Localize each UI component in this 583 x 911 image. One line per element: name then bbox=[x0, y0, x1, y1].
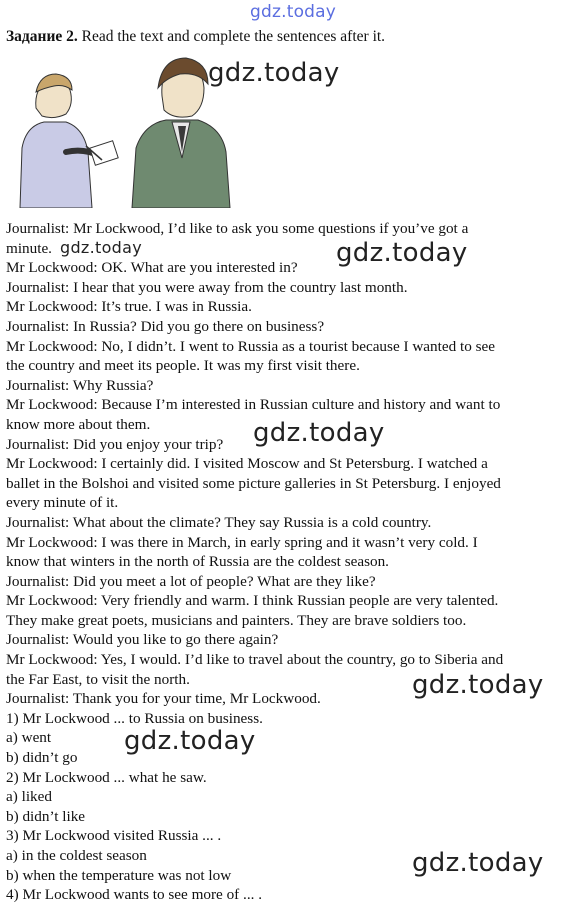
text-line: every minute of it. bbox=[6, 494, 119, 512]
watermark-top: gdz.today bbox=[250, 2, 337, 22]
text-line: Journalist: Did you meet a lot of people? What are they like? bbox=[6, 572, 376, 590]
text-line: Journalist: Would you like to go there again? bbox=[6, 631, 279, 649]
text-line: a) went bbox=[6, 729, 52, 747]
text-line: Journalist: In Russia? Did you go there on business? bbox=[6, 317, 325, 335]
task-label: Задание 2. bbox=[6, 28, 78, 45]
text-line: Journalist: I hear that you were away from the country last month. bbox=[6, 278, 408, 296]
text-line: Mr Lockwood: I certainly did. I visited Moscow and St Petersburg. I watched a bbox=[6, 455, 488, 473]
text-line: know that winters in the north of Russia are the coldest season. bbox=[6, 553, 389, 571]
text-line: Journalist: What about the climate? They say Russia is a cold country. bbox=[6, 513, 432, 531]
task-instruction: Read the text and complete the sentences after it. bbox=[81, 28, 386, 45]
text-line: b) didn’t go bbox=[6, 749, 78, 767]
watermark: gdz.today bbox=[60, 238, 142, 257]
text-line: 4) Mr Lockwood wants to see more of ... . bbox=[6, 886, 263, 904]
text-line: Mr Lockwood: Yes, I would. I’d like to travel about the country, go to Siberia and bbox=[6, 651, 504, 669]
text-line: Journalist: Did you enjoy your trip? bbox=[6, 435, 224, 453]
text-line: a) liked bbox=[6, 788, 52, 806]
illustration-journalist-and-mr-lockwood bbox=[14, 48, 234, 208]
watermark: gdz.today bbox=[208, 58, 340, 88]
text-line: Journalist: Mr Lockwood, I’d like to ask you some questions if you’ve got a bbox=[6, 220, 469, 237]
text-line: the Far East, to visit the north. bbox=[6, 670, 190, 688]
text-line: minute. bbox=[6, 239, 52, 257]
text-line: 3) Mr Lockwood visited Russia ... . bbox=[6, 827, 222, 845]
text-line: Journalist: Why Russia? bbox=[6, 376, 154, 394]
text-line: ballet in the Bolshoi and visited some picture galleries in St Petersburg. I enjoyed bbox=[6, 474, 501, 492]
text-line: b) when the temperature was not low bbox=[6, 866, 232, 884]
task-heading bbox=[6, 28, 385, 46]
text-line: 2) Mr Lockwood ... what he saw. bbox=[6, 768, 207, 786]
text-line: Mr Lockwood: Because I’m interested in Russian culture and history and want to bbox=[6, 396, 501, 414]
watermark: gdz.today bbox=[124, 726, 256, 756]
text-line: They make great poets, musicians and painters. They are brave soldiers too. bbox=[6, 611, 467, 629]
text-line: the country and meet its people. It was my first visit there. bbox=[6, 357, 360, 375]
watermark: gdz.today bbox=[412, 670, 544, 700]
dialogue-and-exercise-text bbox=[6, 219, 576, 905]
text-line: Mr Lockwood: OK. What are you interested in? bbox=[6, 259, 298, 277]
text-line: a) in the coldest season bbox=[6, 847, 147, 864]
watermark: gdz.today bbox=[412, 848, 544, 878]
text-line: Journalist: Thank you for your time, Mr Lockwood. bbox=[6, 690, 321, 708]
journalist-figure bbox=[20, 74, 118, 208]
text-line: know more about them. bbox=[6, 415, 151, 433]
text-line: 1) Mr Lockwood ... to Russia on business. bbox=[6, 709, 263, 727]
text-line: Mr Lockwood: Very friendly and warm. I think Russian people are very talented. bbox=[6, 592, 499, 610]
text-line: Mr Lockwood: It’s true. I was in Russia. bbox=[6, 298, 252, 316]
text-line: Mr Lockwood: No, I didn’t. I went to Russia as a tourist because I wanted to see bbox=[6, 337, 495, 355]
watermark: gdz.today bbox=[336, 238, 468, 268]
watermark: gdz.today bbox=[253, 418, 385, 448]
text-line: Mr Lockwood: I was there in March, in early spring and it wasn’t very cold. I bbox=[6, 533, 478, 551]
text-line: b) didn’t like bbox=[6, 807, 86, 825]
